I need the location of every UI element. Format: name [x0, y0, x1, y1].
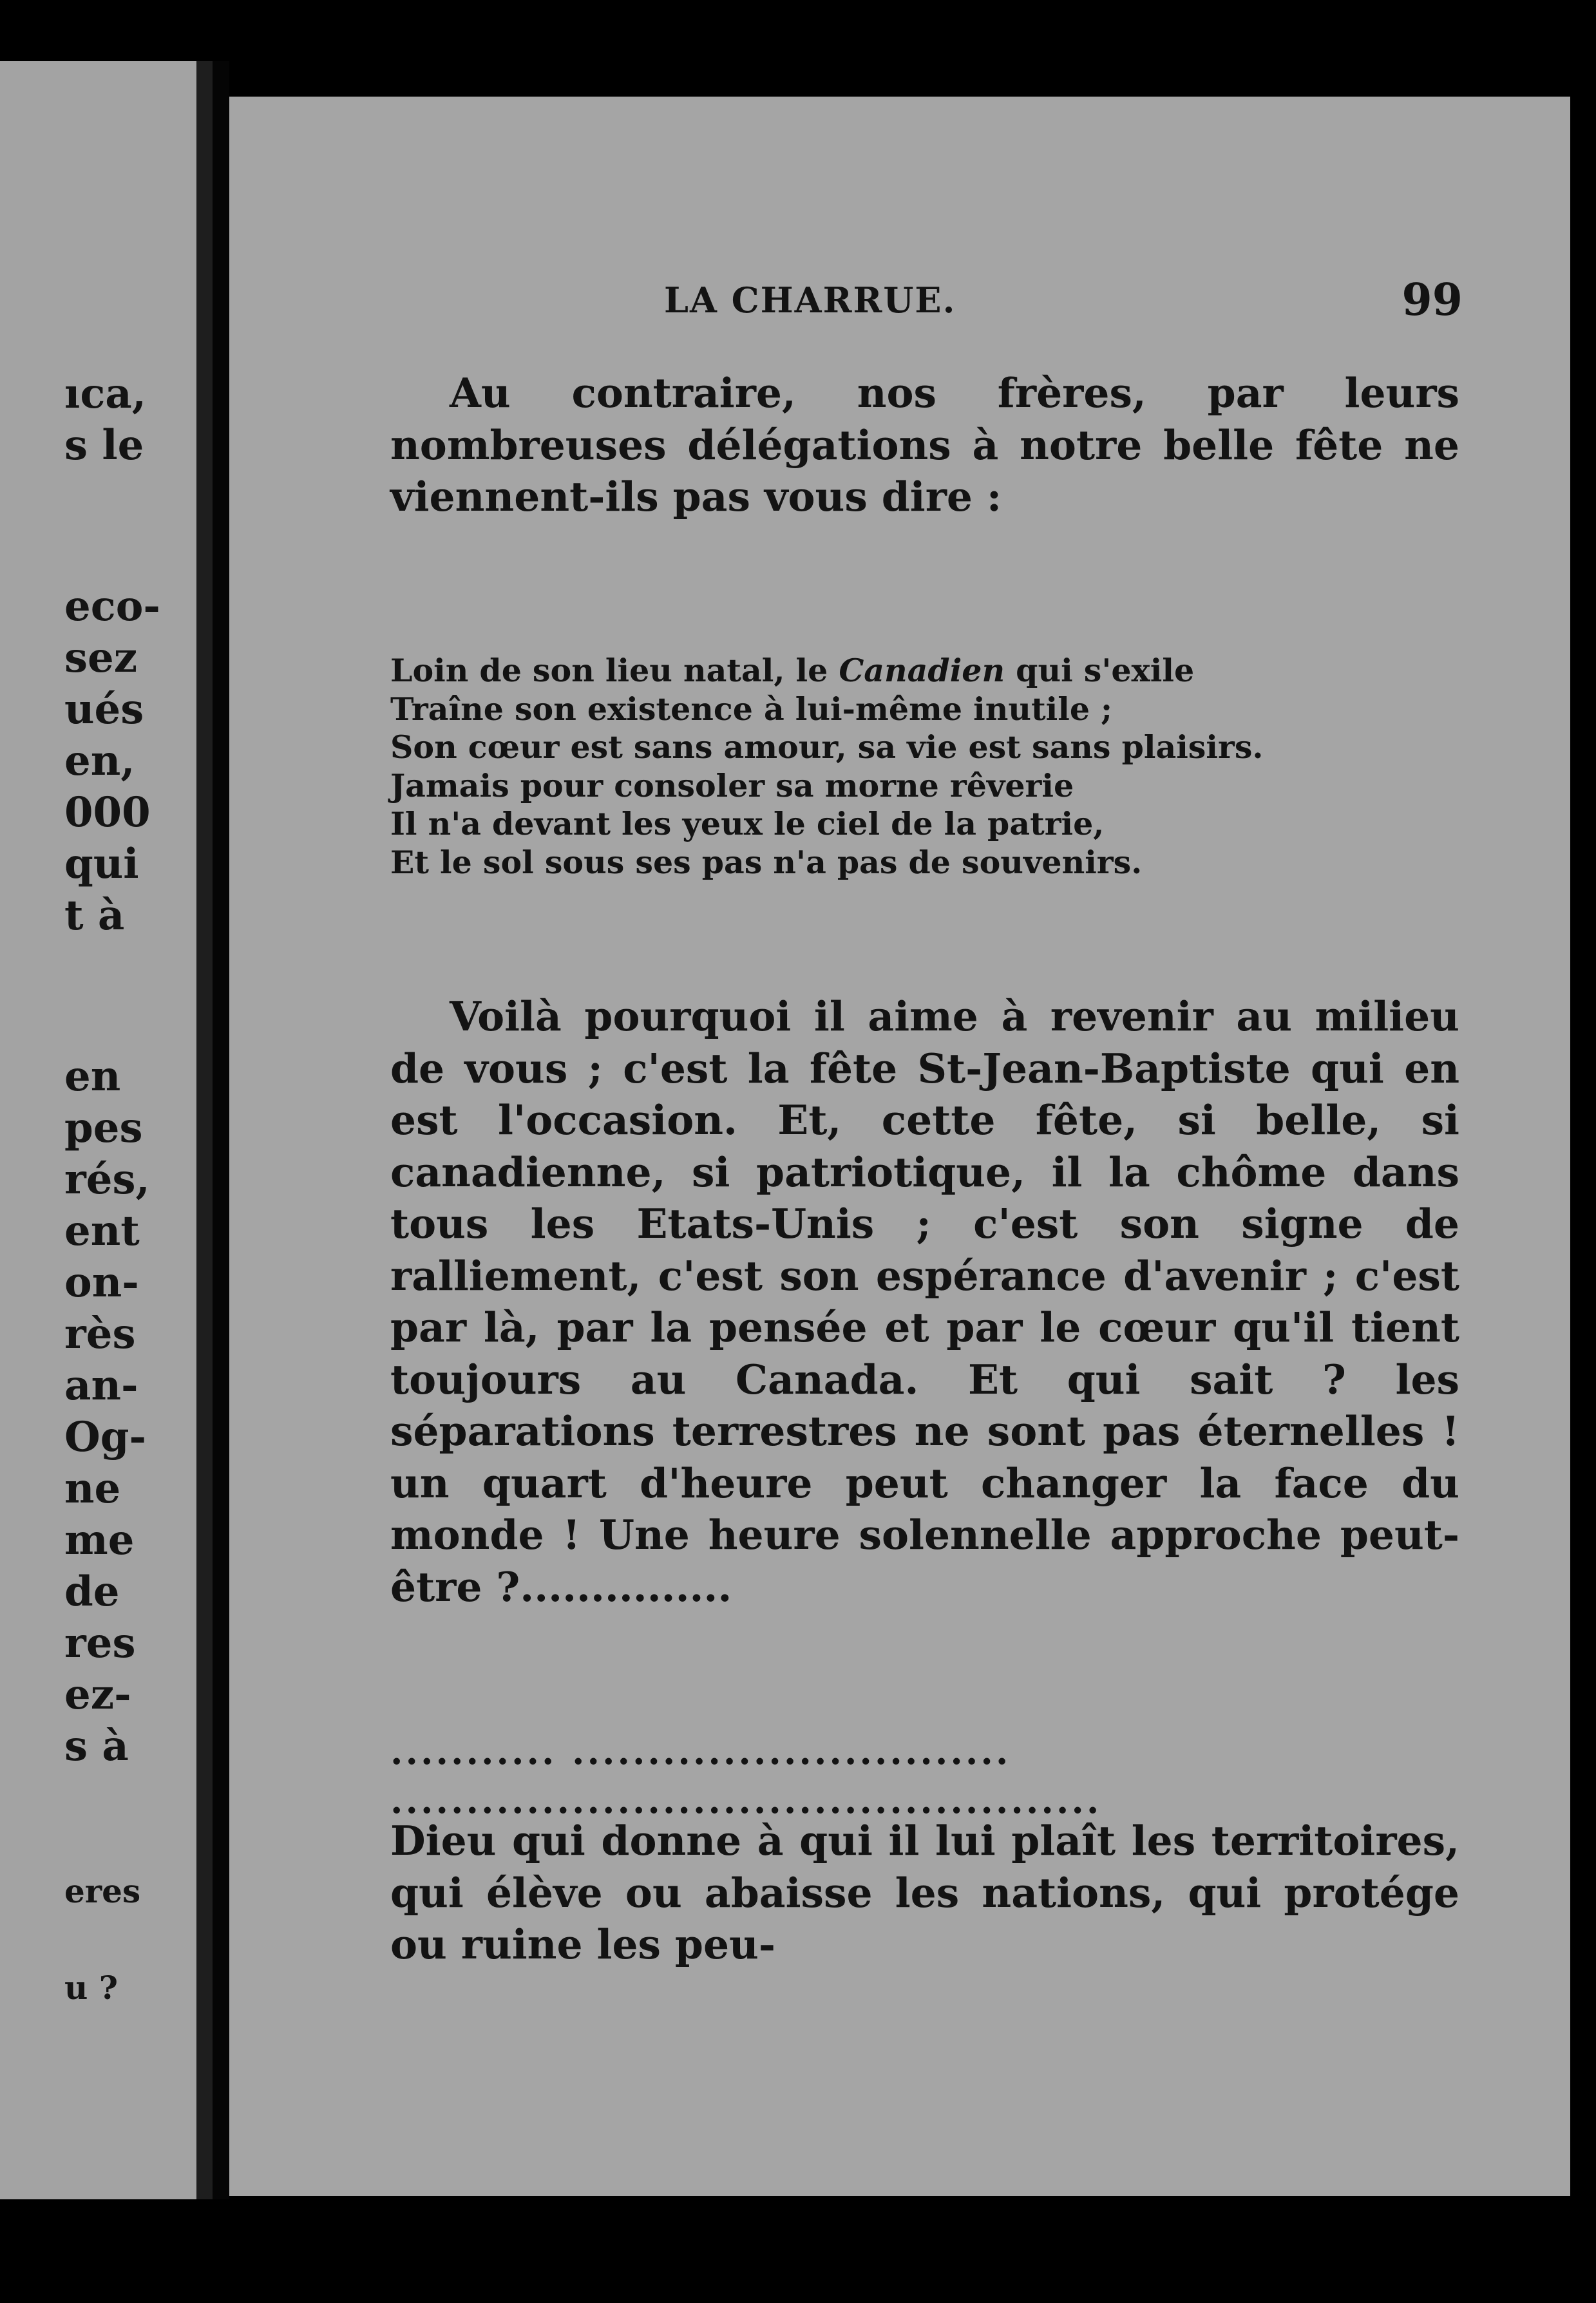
- left-fragment: t à: [64, 891, 125, 940]
- paragraph-2-text: Voilà pourquoi il aime à revenir au milieu de vous ; c'est la fête St-Jean-Baptiste qui en est l'occasion. Et, cette fête, si belle, si canadienne, si patriotique, il la chôme dans tous les Etats-Unis ; c'est son signe de ralliement, c'est son espérance d'avenir ; c'est par là, par la pensée et par le cœur qu'il tient toujours au Canada. Et qui sait ? les séparations terrestres ne sont pas éternelles ! un quart d'heure peut changer la face du monde ! Une heure solennelle approche peut-être ?...............: [390, 992, 1459, 1611]
- right-page: [229, 97, 1570, 2196]
- left-fragment: en: [64, 1052, 121, 1101]
- paragraph-1: [390, 367, 1459, 523]
- left-fragment: res: [64, 1619, 136, 1667]
- left-fragment: me: [64, 1516, 135, 1564]
- running-head-title: LA CHARRUE.: [664, 280, 956, 321]
- left-fragment: eco-: [64, 582, 160, 630]
- left-fragment: ne: [64, 1464, 121, 1513]
- paragraph-3: [390, 1815, 1459, 1971]
- left-fragment: rés,: [64, 1155, 150, 1204]
- left-facing-page: [0, 61, 196, 2199]
- left-fragment: eres: [64, 1872, 141, 1910]
- verse-line-6: Et le sol sous ses pas n'a pas de souvenirs.: [390, 843, 1143, 881]
- ellipsis-lines: [390, 1727, 1459, 1825]
- verse-line-3: Son cœur est sans amour, sa vie est sans plaisirs.: [390, 728, 1264, 766]
- verse-italic-word: Canadien: [839, 652, 1005, 689]
- verse-line-5: Il n'a devant les yeux le ciel de la patrie,: [390, 805, 1105, 842]
- left-fragment: en,: [64, 737, 135, 785]
- verse-quotation: [390, 652, 1459, 882]
- running-head: [664, 274, 1463, 326]
- page-number: 99: [1401, 274, 1463, 326]
- verse-line-4: Jamais pour consoler sa morne rêverie: [390, 766, 1074, 804]
- ellipsis-line-2: ...............................................: [390, 1779, 1102, 1822]
- left-fragment: qui: [64, 840, 139, 888]
- paragraph-2: [390, 990, 1459, 1613]
- left-fragment: s à: [64, 1722, 129, 1770]
- left-fragment: de: [64, 1568, 120, 1616]
- binding-edge: [213, 61, 229, 2199]
- left-fragment: ez-: [64, 1671, 131, 1719]
- left-fragment: ıca,: [64, 370, 147, 418]
- left-fragment: rès: [64, 1310, 136, 1358]
- paragraph-3-text: Dieu qui donne à qui il lui plaît les territoires, qui élève ou abaisse les nations, qui protége ou ruine les peu-: [390, 1817, 1459, 1968]
- verse-line-1: [390, 652, 1459, 690]
- left-fragment: s le: [64, 421, 144, 469]
- left-fragment: on-: [64, 1258, 139, 1307]
- left-page-text-fragments: [0, 61, 196, 2199]
- left-fragment: ent: [64, 1207, 140, 1255]
- verse-line-2: Traîne son existence à lui-même inutile ;: [390, 690, 1113, 728]
- verse-line-1-before: Loin de son lieu natal, le: [390, 652, 839, 689]
- ellipsis-line-1: ........... .............................: [390, 1730, 1011, 1773]
- verse-line-1-after: qui s'exile: [1005, 652, 1195, 689]
- left-fragment: 000: [64, 788, 151, 837]
- paragraph-1-text: Au contraire, nos frères, par leurs nombreuses délégations à notre belle fête ne viennent-ils pas vous dire :: [390, 369, 1459, 520]
- left-fragment: u ?: [64, 1969, 119, 2007]
- left-fragment: sez: [64, 634, 138, 682]
- left-fragment: Og-: [64, 1413, 147, 1461]
- left-fragment: ués: [64, 685, 144, 734]
- left-fragment: pes: [64, 1104, 143, 1152]
- left-fragment: an-: [64, 1361, 138, 1410]
